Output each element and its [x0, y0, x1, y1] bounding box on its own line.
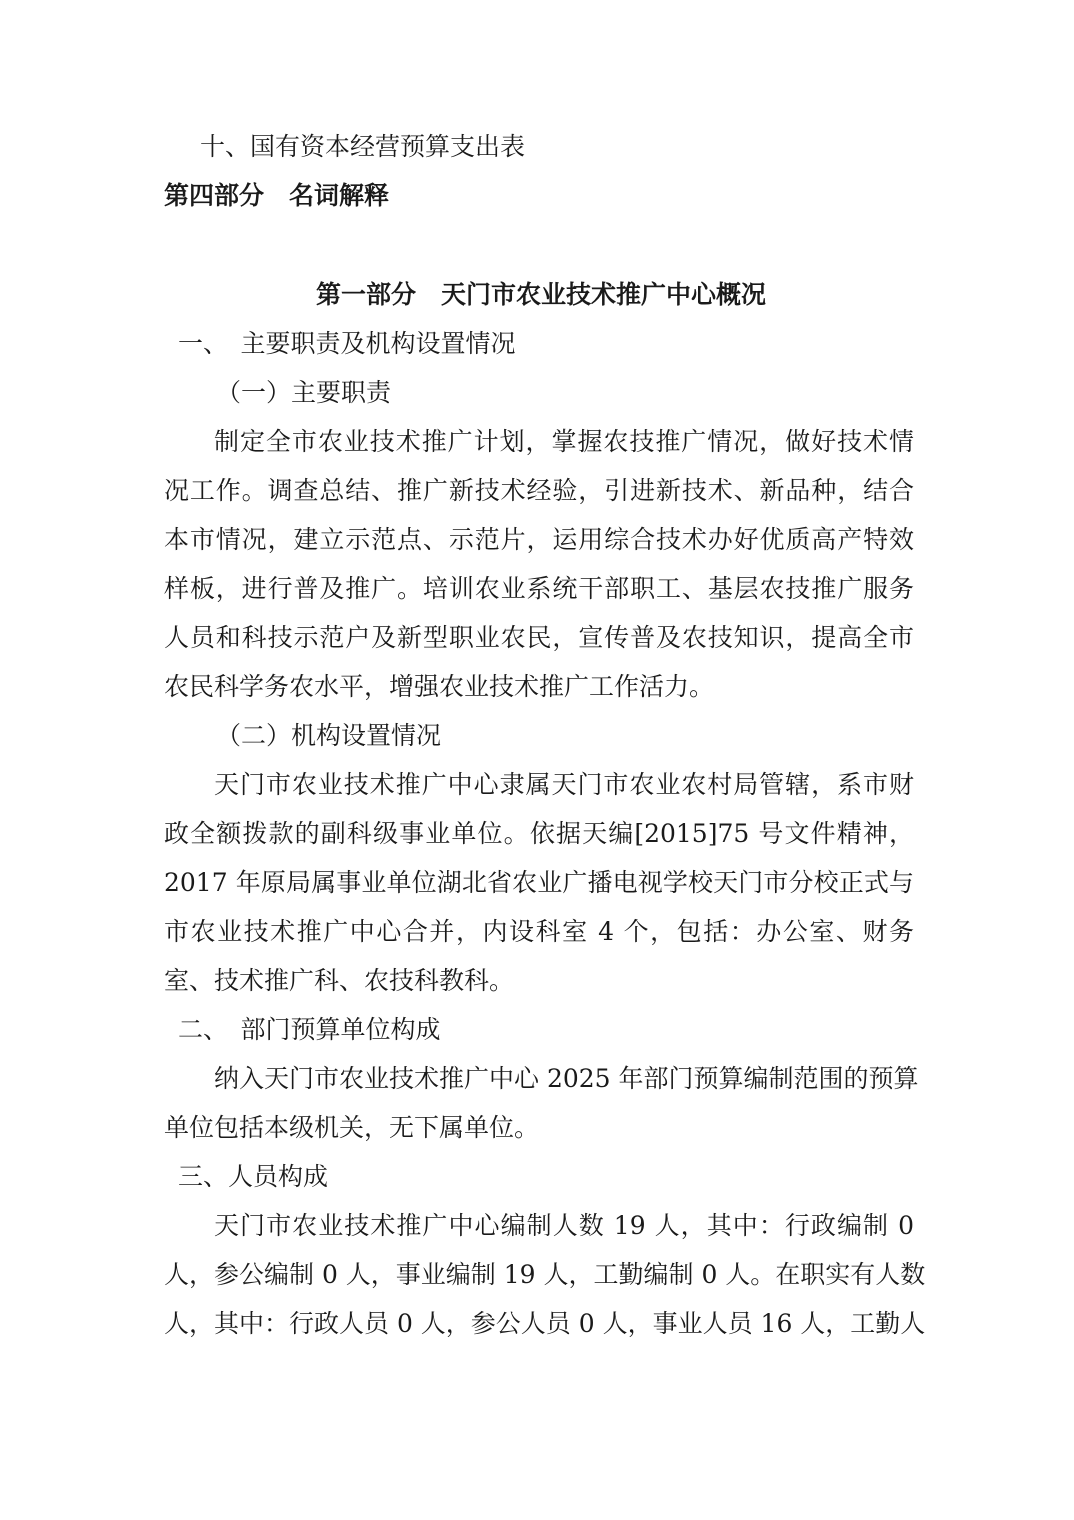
- budget-unit-line-1: 纳入天门市农业技术推广中心 2025 年部门预算编制范围的预算: [214, 1064, 919, 1093]
- toc-part4-heading: 第四部分 名词解释: [164, 181, 390, 210]
- org-line-2: 政全额拨款的副科级事业单位。依据天编[2015]75 号文件精神，: [164, 819, 914, 848]
- org-line-5: 室、技术推广科、农技科教科。: [164, 966, 515, 995]
- staff-line-1: 天门市农业技术推广中心编制人数 19 人，其中：行政编制 0: [214, 1211, 914, 1240]
- section2-heading: 二、 部门预算单位构成: [178, 1015, 441, 1044]
- budget-unit-line-2: 单位包括本级机关，无下属单位。: [164, 1113, 540, 1142]
- duties-line-3: 本市情况，建立示范点、示范片，运用综合技术办好优质高产特效: [164, 525, 914, 554]
- duties-line-2: 况工作。调查总结、推广新技术经验，引进新技术、新品种，结合: [164, 476, 914, 505]
- duties-line-6: 农民科学务农水平，增强农业技术推广工作活力。: [164, 672, 715, 701]
- section1-heading: 一、 主要职责及机构设置情况: [178, 329, 516, 358]
- staff-line-3: 人，其中：行政人员 0 人，参公人员 0 人，事业人员 16 人，工勤人: [164, 1309, 926, 1338]
- org-line-4: 市农业技术推广中心合并，内设科室 4 个，包括：办公室、财务: [164, 917, 914, 946]
- part1-title: 第一部分 天门市农业技术推广中心概况: [316, 280, 767, 309]
- duties-line-1: 制定全市农业技术推广计划，掌握农技推广情况，做好技术情: [214, 427, 914, 456]
- duties-line-5: 人员和科技示范户及新型职业农民，宣传普及农技知识，提高全市: [164, 623, 914, 652]
- section3-heading: 三、人员构成: [178, 1162, 329, 1191]
- staff-line-2: 人，参公编制 0 人，事业编制 19 人，工勤编制 0 人。在职实有人数: [164, 1260, 926, 1289]
- section1-sub1-heading: （一）主要职责: [216, 378, 392, 407]
- org-line-1: 天门市农业技术推广中心隶属天门市农业农村局管辖，系市财: [214, 770, 914, 799]
- org-line-3: 2017 年原局属事业单位湖北省农业广播电视学校天门市分校正式与: [164, 868, 914, 897]
- duties-line-4: 样板，进行普及推广。培训农业系统干部职工、基层农技推广服务: [164, 574, 914, 603]
- toc-item-10: 十、国有资本经营预算支出表: [200, 132, 526, 161]
- section1-sub2-heading: （二）机构设置情况: [216, 721, 442, 750]
